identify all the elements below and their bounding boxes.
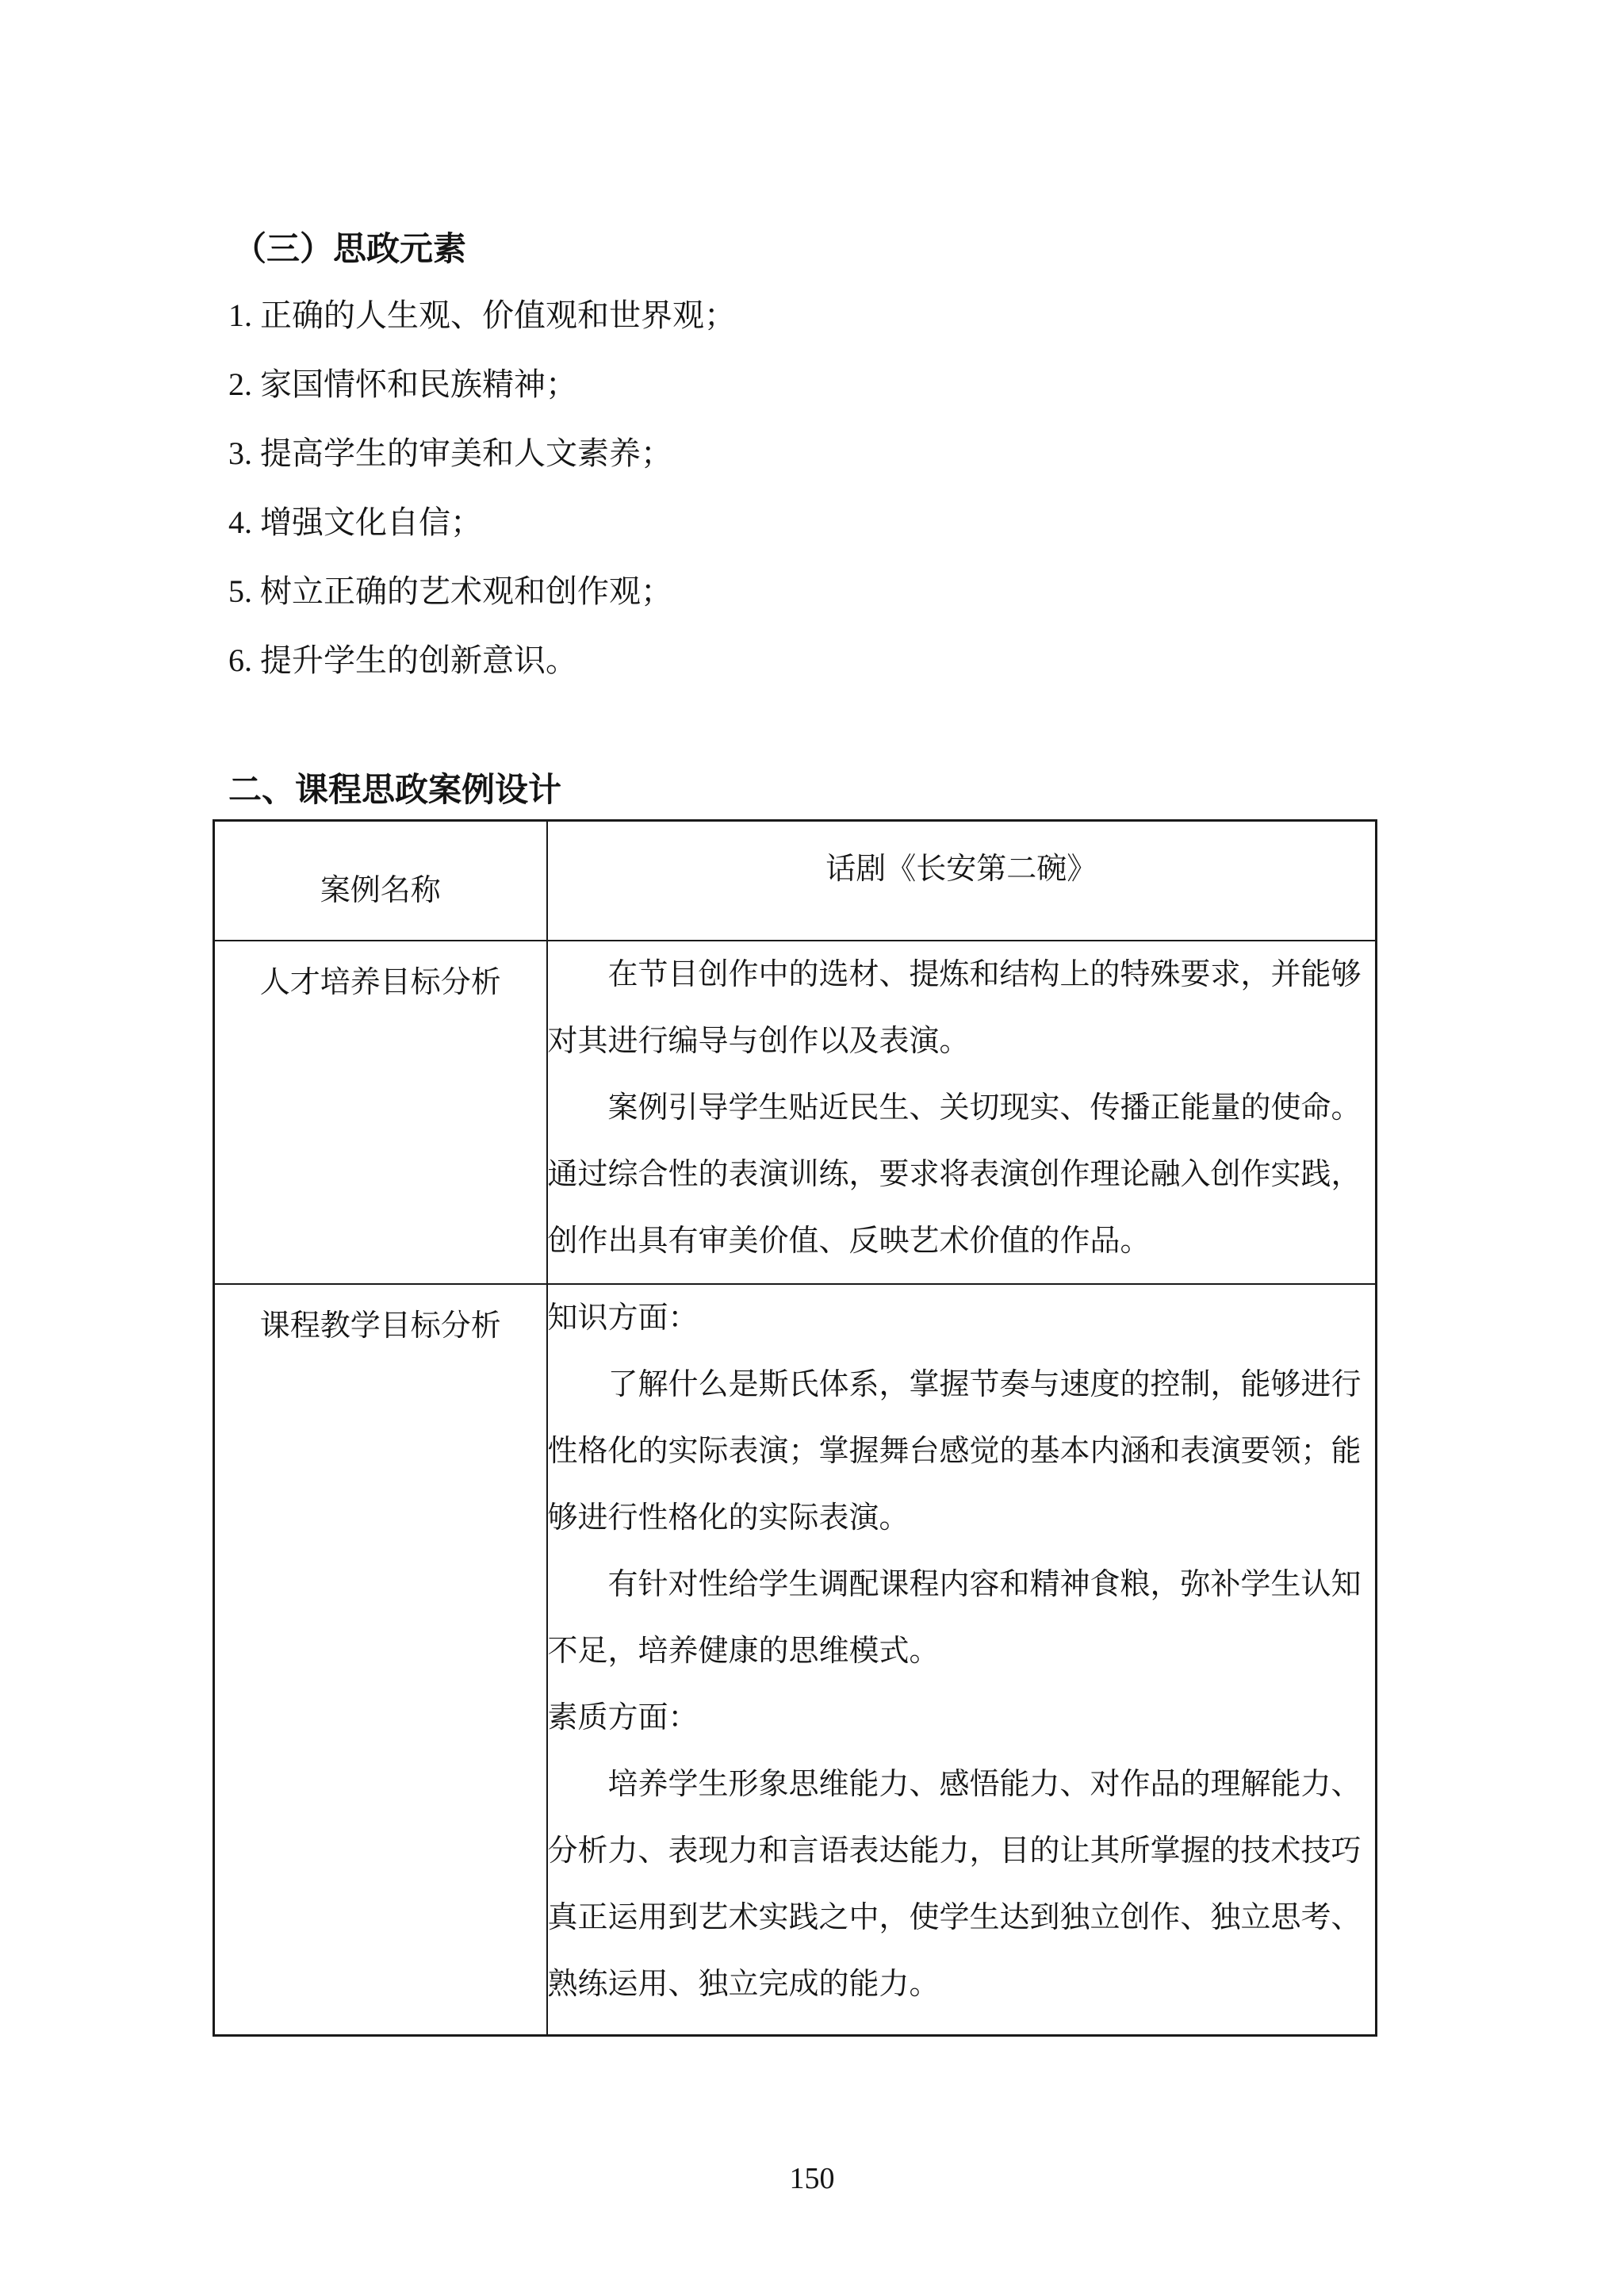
- paragraph: 有针对性给学生调配课程内容和精神食粮，弥补学生认知不足，培养健康的思维模式。: [547, 1568, 1362, 1668]
- case-name-value-cell: [547, 821, 1377, 941]
- talent-goal-label-cell: [214, 941, 547, 1284]
- table-row-course-goal: [214, 1284, 1377, 2036]
- course-goal-label-cell: [214, 1284, 547, 2036]
- paragraph: 知识方面：: [547, 1301, 699, 1335]
- list-item: 6. 提升学生的创新意识。: [228, 642, 577, 678]
- paragraph: 素质方面：: [547, 1701, 699, 1734]
- case-name-label: 案例名称: [320, 874, 441, 907]
- table-row-case-name: [214, 821, 1377, 941]
- talent-goal-label: 人才培养目标分析: [259, 966, 501, 999]
- case-name-label-cell: [214, 821, 547, 941]
- case-name-value: 话剧《长安第二碗》: [825, 853, 1097, 886]
- page-number: 150: [789, 2162, 835, 2195]
- list-item: 5. 树立正确的艺术观和创作观；: [228, 573, 672, 609]
- paragraph: 在节目创作中的选材、提炼和结构上的特殊要求，并能够对其进行编导与创作以及表演。: [547, 958, 1362, 1058]
- paragraph: 培养学生形象思维能力、感悟能力、对作品的理解能力、分析力、表现力和言语表达能力，目的让其所掌握的技术技巧真正运用到艺术实践之中，使学生达到独立创作、独立思考、熟练运用、独立完成的能力。: [547, 1768, 1362, 2001]
- paragraph: 案例引导学生贴近民生、关切现实、传播正能量的使命。通过综合性的表演训练，要求将表演创作理论融入创作实践，创作出具有审美价值、反映艺术价值的作品。: [547, 1091, 1362, 1258]
- paragraph: 了解什么是斯氏体系，掌握节奏与速度的控制，能够进行性格化的实际表演；掌握舞台感觉的基本内涵和表演要领；能够进行性格化的实际表演。: [547, 1368, 1362, 1535]
- section-heading-case-design: 二、课程思政案例设计: [228, 772, 562, 809]
- talent-goal-content-cell: [547, 941, 1377, 1284]
- section-heading-ideology-elements: （三）思政元素: [233, 232, 467, 268]
- course-goal-label: 课程教学目标分析: [259, 1309, 501, 1343]
- table-row-talent-goal: [214, 941, 1377, 1284]
- course-goal-content-cell: [547, 1284, 1377, 2036]
- list-item: 1. 正确的人生观、价值观和世界观；: [228, 297, 736, 333]
- list-item: 3. 提高学生的审美和人文素养；: [228, 435, 672, 471]
- ideology-elements-list: [228, 281, 736, 695]
- list-item: 4. 增强文化自信；: [228, 504, 482, 540]
- case-design-table: [213, 819, 1377, 2037]
- list-item: 2. 家国情怀和民族精神；: [228, 366, 577, 402]
